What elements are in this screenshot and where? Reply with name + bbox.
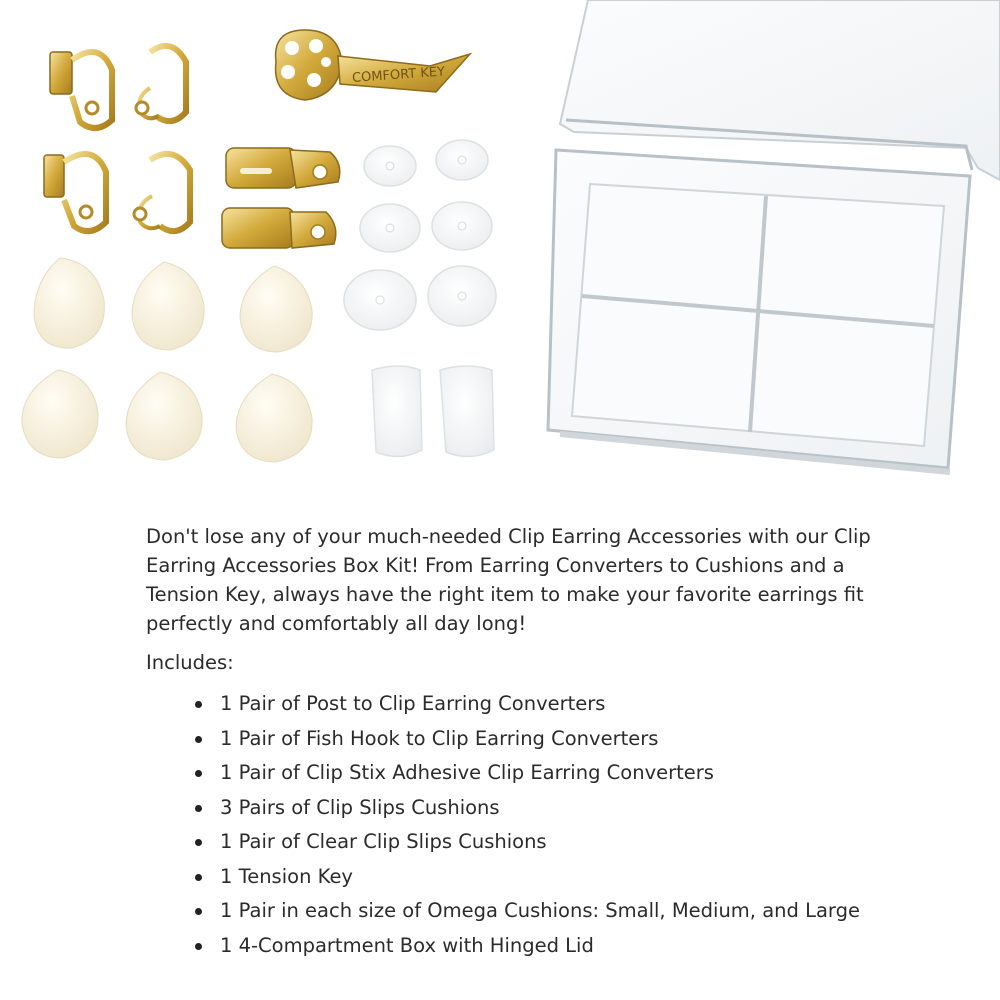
list-item: 1 Pair of Clip Stix Adhesive Clip Earring Converters bbox=[192, 758, 886, 787]
clip-stix-converter-icon bbox=[226, 148, 340, 188]
omega-cushion-icon bbox=[344, 140, 496, 330]
list-item: 1 Pair of Clear Clip Slips Cushions bbox=[192, 827, 886, 856]
list-item: 3 Pairs of Clip Slips Cushions bbox=[192, 793, 886, 822]
includes-list bbox=[146, 689, 886, 960]
includes-heading: Includes: bbox=[146, 651, 234, 674]
list-item: 1 Pair in each size of Omega Cushions: Small, Medium, and Large bbox=[192, 896, 886, 925]
list-item: 1 Pair of Post to Clip Earring Converters bbox=[192, 689, 886, 718]
compartment-box-icon bbox=[548, 0, 1000, 472]
clip-stix-converter-icon bbox=[222, 208, 336, 248]
post-to-clip-converter-icon bbox=[50, 52, 112, 128]
key-engraving: COMFORT KEY bbox=[351, 64, 446, 86]
list-item: 1 4-Compartment Box with Hinged Lid bbox=[192, 931, 886, 960]
list-item: 1 Tension Key bbox=[192, 862, 886, 891]
product-description bbox=[146, 522, 886, 965]
list-item: 1 Pair of Fish Hook to Clip Earring Converters bbox=[192, 724, 886, 753]
post-to-clip-converter-icon bbox=[136, 46, 186, 121]
tension-key-icon bbox=[276, 30, 470, 100]
clip-slips-cushion-icon bbox=[22, 258, 312, 462]
fish-hook-converter-icon bbox=[44, 154, 106, 231]
clear-clip-slips-cushion-icon bbox=[372, 366, 494, 457]
fish-hook-converter-icon bbox=[134, 154, 190, 231]
description-paragraph: Don't lose any of your much-needed Clip Earring Accessories with our Clip Earring Accessories Box Kit! From Earring Converters to Cushions and a Tension Key, always have the right item to make your favorite earrings fit perfectly and comfortably all day long! bbox=[146, 525, 871, 635]
